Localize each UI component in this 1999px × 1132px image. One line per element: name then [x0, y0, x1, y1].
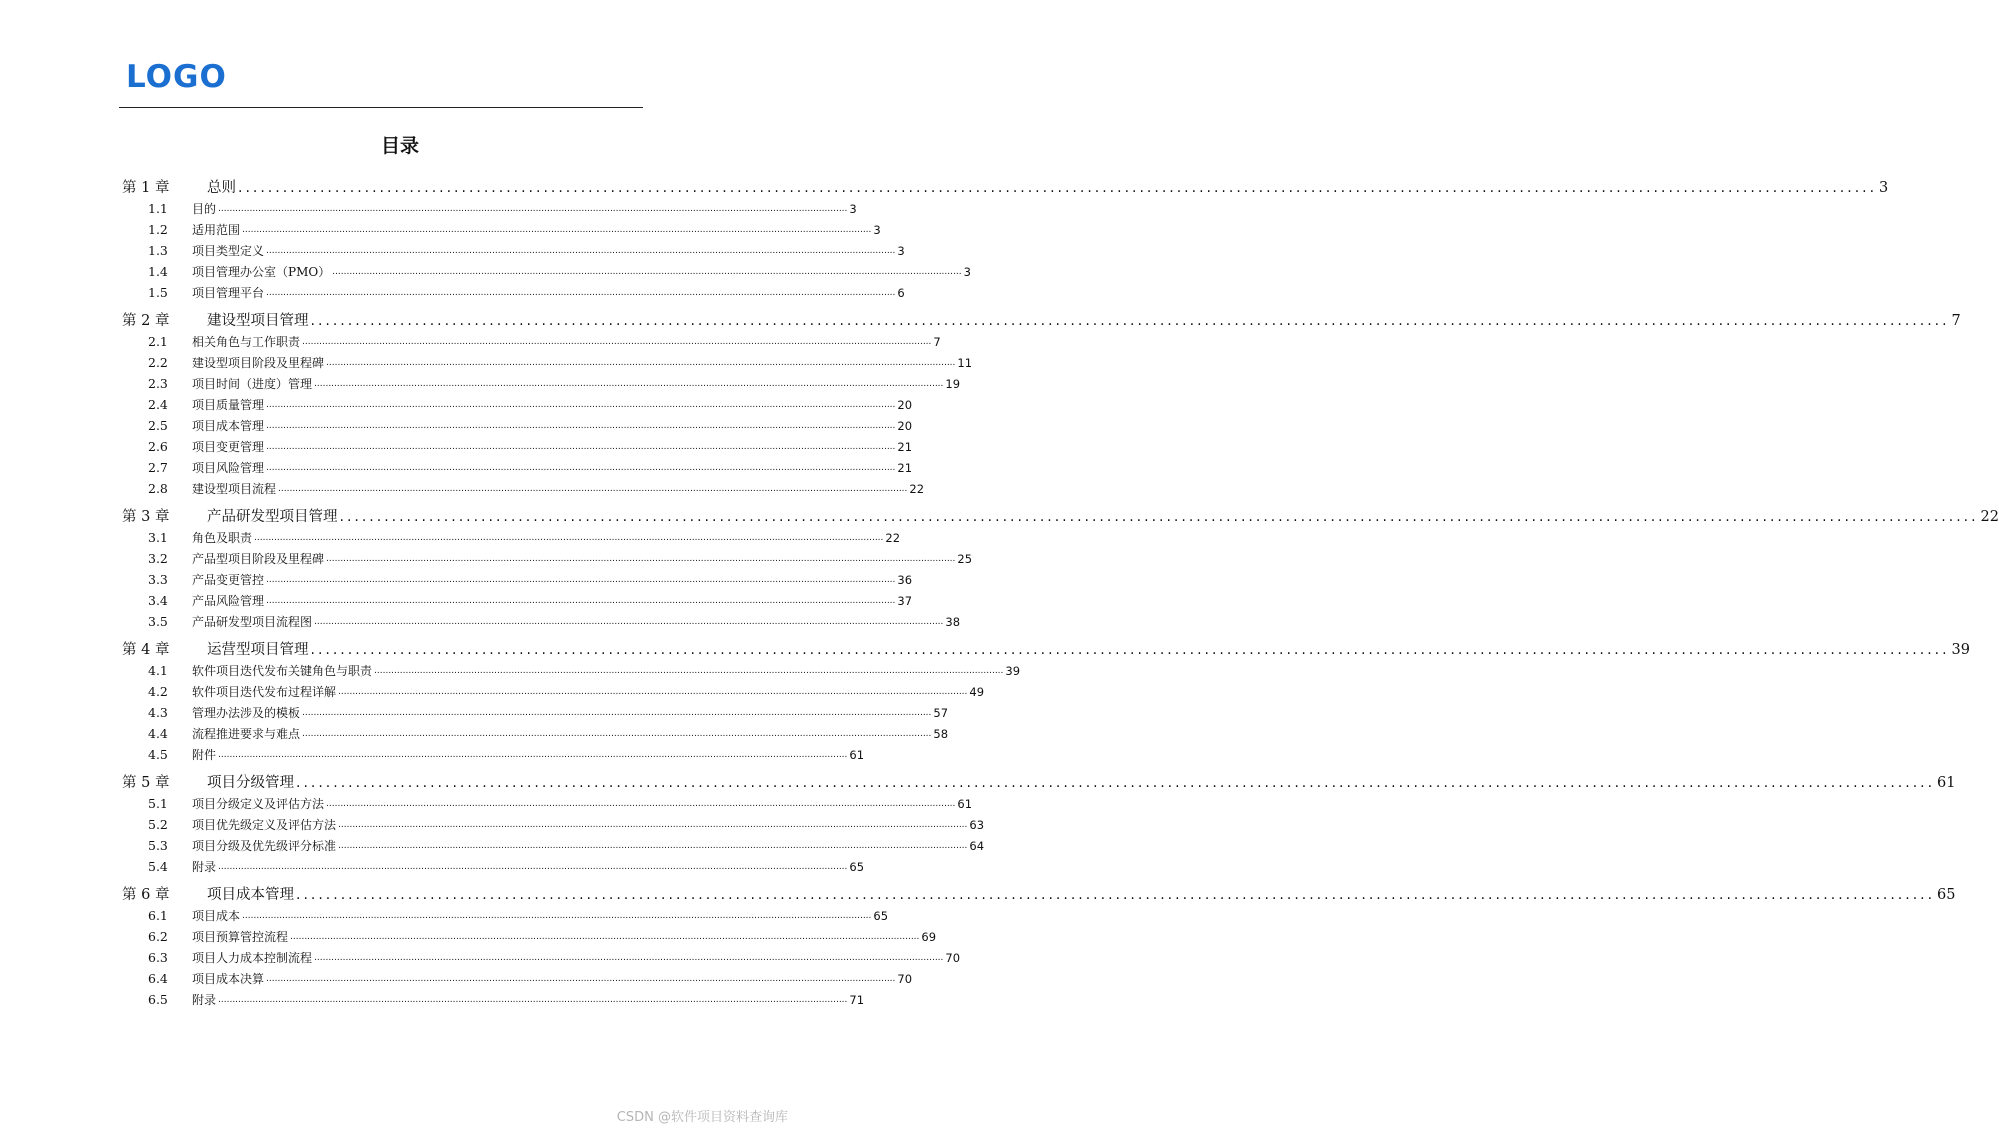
- toc-entry-page: 57: [933, 706, 949, 720]
- toc-entry-title: 附录: [192, 993, 217, 1007]
- toc-dot-leader: ............................................................................................................................................................................................................................: [332, 267, 962, 277]
- toc-section-entry[interactable]: [122, 610, 961, 630]
- toc-entry-number: 5.3: [148, 838, 168, 853]
- toc-entry-title: 产品风险管理: [192, 594, 265, 608]
- toc-dot-leader: ............................................................................................................................................................................................................................: [242, 911, 872, 921]
- toc-dot-leader: ............................................................................................................................................................................................................................: [238, 180, 1878, 196]
- toc-entry-number: 第 4 章: [122, 642, 170, 658]
- toc-entry-title: 项目人力成本控制流程: [192, 951, 313, 965]
- toc-dot-leader: ............................................................................................................................................................................................................................: [326, 358, 956, 368]
- toc-dot-leader: ............................................................................................................................................................................................................................: [296, 775, 1936, 791]
- toc-entry-number: 1.2: [148, 222, 168, 237]
- toc-chapter-entry[interactable]: [122, 505, 1999, 525]
- toc-entry-page: 38: [945, 615, 961, 629]
- toc-dot-leader: ............................................................................................................................................................................................................................: [338, 687, 968, 697]
- toc-chapter-entry[interactable]: [122, 309, 1961, 329]
- toc-entry-page: 64: [969, 839, 985, 853]
- toc-section-entry[interactable]: [122, 281, 905, 301]
- toc-dot-leader: ............................................................................................................................................................................................................................: [254, 533, 884, 543]
- toc-section-entry[interactable]: [122, 477, 925, 497]
- toc-chapter-entry[interactable]: [122, 638, 1970, 658]
- toc-entry-title: 相关角色与工作职责: [192, 335, 301, 349]
- toc-entry-title: 软件项目迭代发布过程详解: [192, 685, 337, 699]
- toc-entry-page: 22: [885, 531, 901, 545]
- toc-section-entry[interactable]: [122, 260, 971, 280]
- toc-entry-title: 项目时间（进度）管理: [192, 377, 313, 391]
- toc-section-entry[interactable]: [122, 925, 937, 945]
- toc-entry-page: 61: [957, 797, 973, 811]
- toc-section-entry[interactable]: [122, 414, 913, 434]
- toc-section-entry[interactable]: [122, 435, 913, 455]
- toc-entry-title: 建设型项目阶段及里程碑: [192, 356, 325, 370]
- watermark: CSDN @软件项目资料查询库: [616, 1110, 788, 1125]
- toc-entry-title: 项目分级及优先级评分标准: [192, 839, 337, 853]
- toc-entry-page: 69: [921, 930, 937, 944]
- toc-entry-number: 2.1: [148, 334, 168, 349]
- toc-dot-leader: ............................................................................................................................................................................................................................: [302, 708, 932, 718]
- toc-entry-number: 3.1: [148, 530, 168, 545]
- toc-entry-title: 项目质量管理: [192, 398, 265, 412]
- toc-entry-page: 22: [1980, 509, 1999, 525]
- toc-entry-page: 70: [945, 951, 961, 965]
- toc-entry-page: 20: [897, 419, 913, 433]
- toc-dot-leader: ............................................................................................................................................................................................................................: [218, 204, 848, 214]
- toc-dot-leader: ............................................................................................................................................................................................................................: [338, 841, 968, 851]
- toc-dot-leader: ............................................................................................................................................................................................................................: [339, 509, 1979, 525]
- toc-section-entry[interactable]: [122, 372, 961, 392]
- toc-entry-page: 6: [897, 286, 905, 300]
- logo: LOGO: [126, 59, 227, 95]
- toc-entry-page: 7: [933, 335, 941, 349]
- toc-entry-page: 7: [1951, 313, 1961, 329]
- toc-section-entry[interactable]: [122, 351, 973, 371]
- toc-section-entry[interactable]: [122, 456, 913, 476]
- toc-entry-page: 71: [849, 993, 865, 1007]
- toc-section-entry[interactable]: [122, 904, 889, 924]
- toc-section-entry[interactable]: [122, 197, 857, 217]
- toc-entry-page: 63: [969, 818, 985, 832]
- toc-entry-page: 65: [873, 909, 889, 923]
- toc-dot-leader: ............................................................................................................................................................................................................................: [218, 995, 848, 1005]
- toc-dot-leader: ............................................................................................................................................................................................................................: [310, 642, 1950, 658]
- toc-entry-page: 3: [873, 223, 881, 237]
- toc-entry-number: 6.1: [148, 908, 168, 923]
- toc-section-entry[interactable]: [122, 680, 985, 700]
- toc-entry-page: 3: [963, 265, 971, 279]
- toc-entry-title: 项目成本: [192, 909, 241, 923]
- toc-entry-page: 25: [957, 552, 973, 566]
- toc-entry-page: 11: [957, 356, 973, 370]
- toc-dot-leader: ............................................................................................................................................................................................................................: [314, 953, 944, 963]
- toc-entry-number: 3.4: [148, 593, 168, 608]
- toc-entry-page: 36: [897, 573, 913, 587]
- toc-section-entry[interactable]: [122, 792, 973, 812]
- toc-entry-title: 管理办法涉及的模板: [192, 706, 301, 720]
- toc-title: 目录: [380, 135, 419, 157]
- toc-section-entry[interactable]: [122, 722, 949, 742]
- toc-entry-title: 运营型项目管理: [207, 642, 309, 658]
- toc-entry-title: 项目分级定义及评估方法: [192, 797, 325, 811]
- toc-section-entry[interactable]: [122, 218, 881, 238]
- toc-entry-number: 6.2: [148, 929, 168, 944]
- toc-entry-number: 2.2: [148, 355, 168, 370]
- toc-entry-number: 2.8: [148, 481, 168, 496]
- toc-entry-number: 6.3: [148, 950, 168, 965]
- toc-dot-leader: ............................................................................................................................................................................................................................: [314, 617, 944, 627]
- toc-entry-number: 4.5: [148, 747, 168, 762]
- toc-entry-title: 适用范围: [192, 223, 241, 237]
- toc-entry-number: 4.3: [148, 705, 168, 720]
- toc-entry-page: 3: [897, 244, 905, 258]
- toc-entry-title: 项目分级管理: [207, 775, 294, 791]
- toc-dot-leader: ............................................................................................................................................................................................................................: [302, 729, 932, 739]
- toc-chapter-entry[interactable]: [122, 771, 1956, 791]
- toc-dot-leader: ............................................................................................................................................................................................................................: [266, 246, 896, 256]
- toc-entry-number: 2.5: [148, 418, 168, 433]
- toc-section-entry[interactable]: [122, 589, 913, 609]
- toc-entry-number: 4.1: [148, 663, 168, 678]
- toc-entry-number: 2.3: [148, 376, 168, 391]
- toc-entry-page: 37: [897, 594, 913, 608]
- toc-entry-number: 6.4: [148, 971, 168, 986]
- toc-entry-title: 产品研发型项目管理: [207, 509, 338, 525]
- toc-entry-page: 61: [1937, 775, 1956, 791]
- toc-entry-page: 19: [945, 377, 961, 391]
- toc-entry-number: 2.7: [148, 460, 168, 475]
- toc-section-entry[interactable]: [122, 946, 961, 966]
- toc-entry-title: 项目成本管理: [207, 887, 294, 903]
- toc-dot-leader: ............................................................................................................................................................................................................................: [278, 484, 908, 494]
- toc-dot-leader: ............................................................................................................................................................................................................................: [310, 313, 1950, 329]
- toc-dot-leader: ............................................................................................................................................................................................................................: [326, 554, 956, 564]
- toc-entry-number: 2.6: [148, 439, 168, 454]
- toc-entry-title: 产品研发型项目流程图: [192, 615, 313, 629]
- toc-entry-number: 5.4: [148, 859, 168, 874]
- toc-section-entry[interactable]: [122, 743, 865, 763]
- toc-entry-number: 5.1: [148, 796, 168, 811]
- toc-section-entry[interactable]: [122, 659, 1021, 679]
- toc-dot-leader: ............................................................................................................................................................................................................................: [266, 463, 896, 473]
- toc-section-entry[interactable]: [122, 813, 985, 833]
- toc-entry-number: 4.4: [148, 726, 168, 741]
- toc-section-entry[interactable]: [122, 701, 949, 721]
- toc-section-entry[interactable]: [122, 967, 913, 987]
- toc-entry-title: 项目管理办公室（PMO）: [192, 265, 331, 279]
- toc-dot-leader: ............................................................................................................................................................................................................................: [296, 887, 1936, 903]
- toc-entry-title: 产品变更管控: [192, 573, 265, 587]
- toc-entry-page: 70: [897, 972, 913, 986]
- toc-entry-title: 目的: [192, 202, 217, 216]
- toc-entry-number: 4.2: [148, 684, 168, 699]
- toc-dot-leader: ............................................................................................................................................................................................................................: [218, 862, 848, 872]
- toc-entry-title: 软件项目迭代发布关键角色与职责: [192, 664, 373, 678]
- toc-entry-number: 第 5 章: [122, 775, 170, 791]
- toc-entry-title: 建设型项目管理: [207, 313, 309, 329]
- toc-entry-title: 项目类型定义: [192, 244, 265, 258]
- toc-entry-page: 39: [1951, 642, 1970, 658]
- toc-entry-title: 建设型项目流程: [192, 482, 277, 496]
- toc-dot-leader: ............................................................................................................................................................................................................................: [242, 225, 872, 235]
- toc-dot-leader: ............................................................................................................................................................................................................................: [326, 799, 956, 809]
- toc-entry-page: 65: [849, 860, 865, 874]
- toc-entry-number: 3.3: [148, 572, 168, 587]
- toc-dot-leader: ............................................................................................................................................................................................................................: [314, 379, 944, 389]
- toc-entry-title: 产品型项目阶段及里程碑: [192, 552, 325, 566]
- toc-dot-leader: ............................................................................................................................................................................................................................: [302, 337, 932, 347]
- header-divider: [119, 107, 643, 108]
- toc-entry-title: 总则: [207, 180, 236, 196]
- toc-entry-title: 项目变更管理: [192, 440, 265, 454]
- toc-entry-number: 5.2: [148, 817, 168, 832]
- toc-section-entry[interactable]: [122, 526, 901, 546]
- toc-entry-title: 项目管理平台: [192, 286, 265, 300]
- toc-entry-page: 22: [909, 482, 925, 496]
- toc-section-entry[interactable]: [122, 855, 865, 875]
- toc-entry-title: 项目预算管控流程: [192, 930, 289, 944]
- toc-entry-page: 3: [849, 202, 857, 216]
- toc-entry-number: 1.3: [148, 243, 168, 258]
- toc-entry-number: 第 1 章: [122, 180, 170, 196]
- toc-section-entry[interactable]: [122, 568, 913, 588]
- toc-entry-number: 第 6 章: [122, 887, 170, 903]
- toc-entry-title: 项目风险管理: [192, 461, 265, 475]
- toc-dot-leader: ............................................................................................................................................................................................................................: [266, 288, 896, 298]
- toc-section-entry[interactable]: [122, 988, 865, 1008]
- toc-dot-leader: ............................................................................................................................................................................................................................: [266, 442, 896, 452]
- toc-entry-page: 20: [897, 398, 913, 412]
- toc-entry-number: 3.5: [148, 614, 168, 629]
- toc-entry-page: 65: [1937, 887, 1956, 903]
- toc-entry-title: 项目优先级定义及评估方法: [192, 818, 337, 832]
- toc-dot-leader: ............................................................................................................................................................................................................................: [338, 820, 968, 830]
- toc-entry-title: 角色及职责: [192, 531, 253, 545]
- toc-dot-leader: ............................................................................................................................................................................................................................: [266, 974, 896, 984]
- toc-chapter-entry[interactable]: [122, 176, 1889, 196]
- toc-entry-number: 第 2 章: [122, 313, 170, 329]
- toc-entry-page: 3: [1879, 180, 1889, 196]
- toc-dot-leader: ............................................................................................................................................................................................................................: [290, 932, 920, 942]
- toc-entry-title: 流程推进要求与难点: [192, 727, 301, 741]
- toc-entry-number: 1.4: [148, 264, 168, 279]
- toc-entry-number: 第 3 章: [122, 509, 170, 525]
- toc-section-entry[interactable]: [122, 393, 913, 413]
- toc-dot-leader: ............................................................................................................................................................................................................................: [374, 666, 1004, 676]
- toc-section-entry[interactable]: [122, 834, 985, 854]
- toc-entry-number: 3.2: [148, 551, 168, 566]
- toc-section-entry[interactable]: [122, 547, 973, 567]
- toc-entry-page: 21: [897, 461, 913, 475]
- toc-dot-leader: ............................................................................................................................................................................................................................: [266, 596, 896, 606]
- toc-entry-number: 2.4: [148, 397, 168, 412]
- toc-entry-page: 21: [897, 440, 913, 454]
- toc-section-entry[interactable]: [122, 330, 941, 350]
- toc-entry-number: 1.5: [148, 285, 168, 300]
- toc-dot-leader: ............................................................................................................................................................................................................................: [218, 750, 848, 760]
- toc-entry-page: 58: [933, 727, 949, 741]
- toc-dot-leader: ............................................................................................................................................................................................................................: [266, 575, 896, 585]
- toc-entry-title: 附录: [192, 860, 217, 874]
- toc-section-entry[interactable]: [122, 239, 905, 259]
- toc-chapter-entry[interactable]: [122, 883, 1956, 903]
- toc-dot-leader: ............................................................................................................................................................................................................................: [266, 421, 896, 431]
- toc-entry-number: 6.5: [148, 992, 168, 1007]
- toc-entry-title: 项目成本决算: [192, 972, 265, 986]
- toc-entry-title: 附件: [192, 748, 217, 762]
- toc-dot-leader: ............................................................................................................................................................................................................................: [266, 400, 896, 410]
- toc-entry-page: 49: [969, 685, 985, 699]
- toc-entry-number: 1.1: [148, 201, 168, 216]
- toc-entry-page: 61: [849, 748, 865, 762]
- toc-entry-page: 39: [1005, 664, 1021, 678]
- toc-entry-title: 项目成本管理: [192, 419, 265, 433]
